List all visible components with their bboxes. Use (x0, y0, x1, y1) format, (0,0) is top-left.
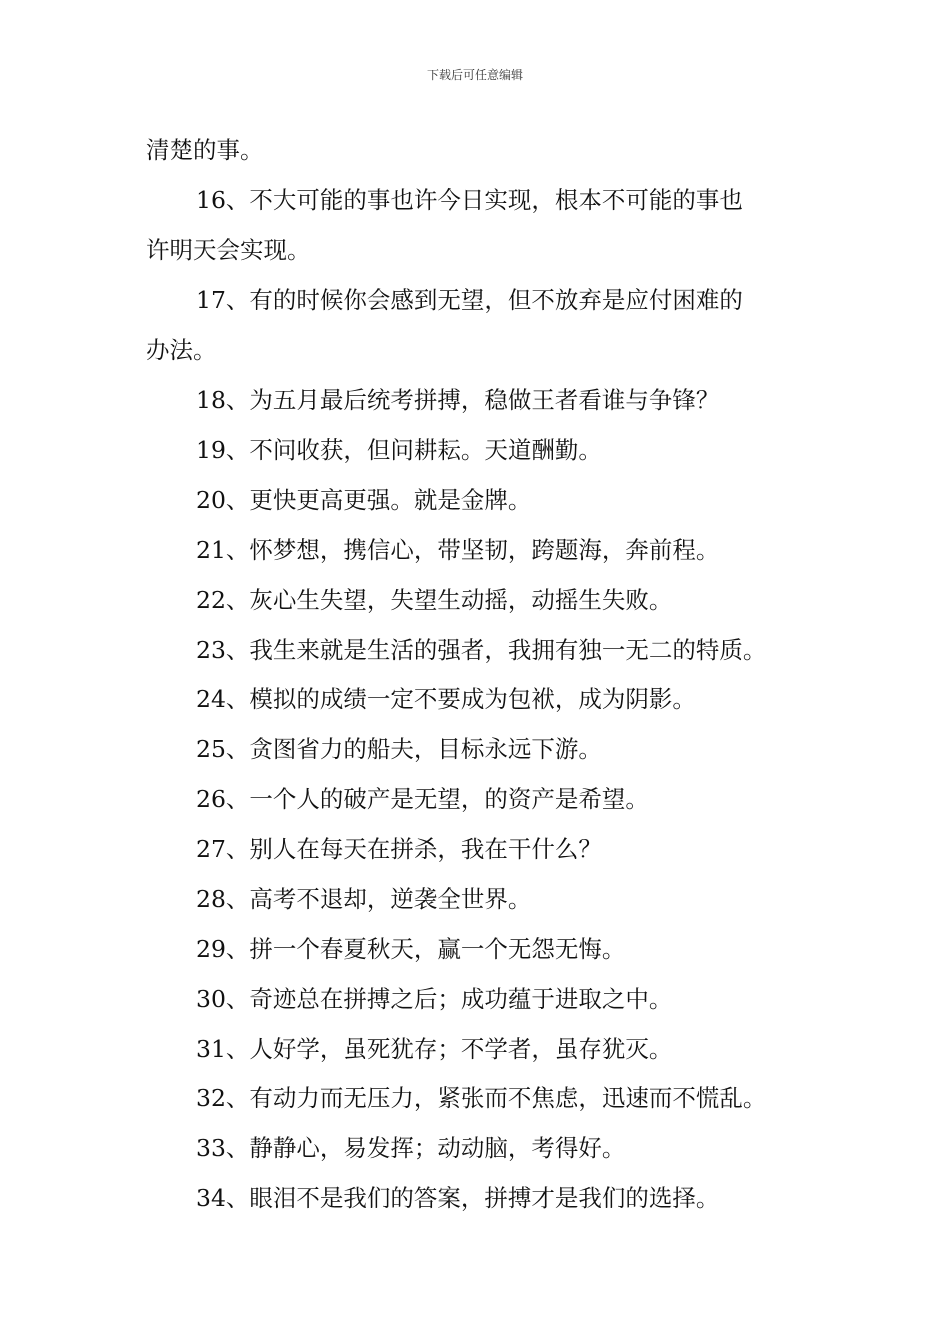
text-line: 28、高考不退却，逆袭全世界。 (196, 885, 532, 913)
page-header: 下载后可任意编辑 (426, 68, 523, 82)
text-line: 许明天会实现。 (146, 236, 311, 264)
text-line: 33、静静心，易发挥；动动脑，考得好。 (196, 1134, 626, 1162)
text-line: 22、灰心生失望，失望生动摇，动摇生失败。 (196, 586, 673, 614)
text-line: 26、一个人的破产是无望，的资产是希望。 (196, 785, 649, 813)
text-line: 27、别人在每天在拼杀，我在干什么？ (196, 835, 602, 863)
text-line: 24、模拟的成绩一定不要成为包袱，成为阴影。 (196, 685, 696, 713)
text-line: 32、有动力而无压力，紧张而不焦虑，迅速而不慌乱。 (196, 1084, 767, 1112)
text-line: 29、拼一个春夏秋天，赢一个无怨无悔。 (196, 935, 626, 963)
text-line: 18、为五月最后统考拼搏，稳做王者看谁与争锋？ (196, 386, 720, 414)
text-line: 20、更快更高更强。就是金牌。 (196, 486, 532, 514)
text-line: 19、不问收获，但问耕耘。天道酬勤。 (196, 436, 602, 464)
text-line: 34、眼泪不是我们的答案，拼搏才是我们的选择。 (196, 1184, 720, 1212)
text-line: 25、贪图省力的船夫，目标永远下游。 (196, 735, 602, 763)
text-line: 23、我生来就是生活的强者，我拥有独一无二的特质。 (196, 636, 767, 664)
text-line: 30、奇迹总在拼搏之后；成功蕴于进取之中。 (196, 985, 673, 1013)
text-line: 21、怀梦想，携信心，带坚韧，跨题海，奔前程。 (196, 536, 720, 564)
text-line: 17、有的时候你会感到无望，但不放弃是应付困难的 (196, 286, 743, 314)
text-line: 清楚的事。 (146, 136, 264, 164)
text-line: 31、人好学，虽死犹存；不学者，虽存犹灭。 (196, 1035, 673, 1063)
text-line: 办法。 (146, 336, 217, 364)
text-line: 16、不大可能的事也许今日实现，根本不可能的事也 (196, 186, 743, 214)
